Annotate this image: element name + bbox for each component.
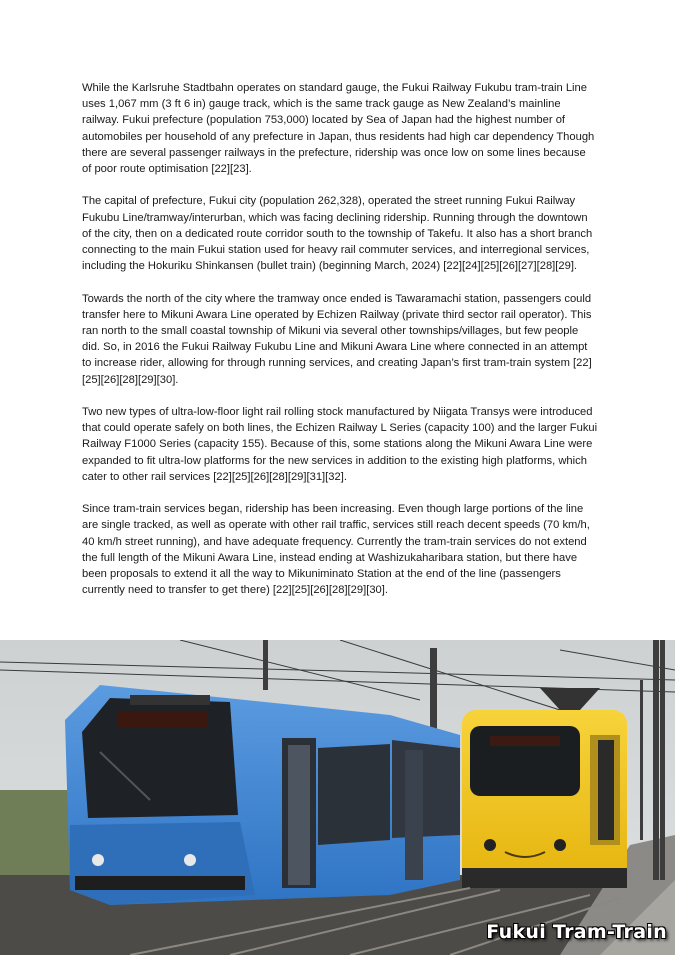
paragraph-ridership: Since tram-train services began, ridership has been increasing. Even though large portions of the line are single tracked, as well as operate with other rail traffic, services still reach decent speeds (70 km/h, 40 km/h street running), and have adequate frequency. Currently the tram-train services do not extend the full length of the Mikuni Awara Line, instead ending at Washizukaharibara station, but there have been proposals to extend it all the way to Mikuniminato Station at the end of the line (passengers currently need to transfer to get there) [22][25][26][28][29][30]. bbox=[82, 503, 590, 597]
tram-train-photo bbox=[0, 640, 675, 955]
yellow-tram bbox=[462, 688, 627, 888]
paragraph-gauge: While the Karlsruhe Stadtbahn operates on standard gauge, the Fukui Railway Fukubu tram-train Line uses 1,067 mm (3 ft 6 in) gauge track, which is the same track gauge as New Zealand’s mainline railway. Fukui prefecture (population 753,000) located by Sea of Japan had the highest number of automobiles per household of any prefecture in Japan, thus residents had high car dependency Though there are several passenger railways in the prefecture, ridership was once low on some lines because of poor route optimisation [22][23]. bbox=[82, 82, 595, 176]
article-body bbox=[82, 80, 598, 615]
photo-caption: Fukui Tram-Train bbox=[486, 921, 667, 943]
paragraph-tawaramachi: Towards the north of the city where the tramway once ended is Tawaramachi station, passengers could transfer here to Mikuni Awara Line operated by Echizen Railway (private third sector rail operator). This ran north to the small coastal township of Mikuni via several other townships/villages, but few people did. So, in 2016 the Fukui Railway Fukubu Line and Mikuni Awara Line where connected in an attempt to increase rider, allowing for through running services, and creating Japan’s first tram-train system [22][25][26][28][29][30]. bbox=[82, 292, 592, 386]
paragraph-capital: The capital of prefecture, Fukui city (population 262,328), operated the street running Fukui Railway Fukubu Line/tramway/interurban, which was facing declining ridership. Running through the downtown of the city, then on a dedicated route corridor south to the township of Takefu. It also has a short branch connecting to the main Fukui station used for heavy rail commuter services, and interregional services, including the Hokuriku Shinkansen (bullet train) (beginning March, 2024) [22][24][25][26][27][28][29]. bbox=[82, 195, 593, 273]
paragraph-rolling-stock: Two new types of ultra-low-floor light rail rolling stock manufactured by Niigata Transys were introduced that could operate safely on both lines, the Echizen Railway L Series (capacity 100) and the larger Fukui Railway F1000 Series (capacity 155). Because of this, some stations along the Mikuni Awara Line were expanded to fit ultra-low platforms for the new services in addition to the existing high platforms, which cater to other rail services [22][25][26][28][29][31][32]. bbox=[82, 406, 598, 483]
